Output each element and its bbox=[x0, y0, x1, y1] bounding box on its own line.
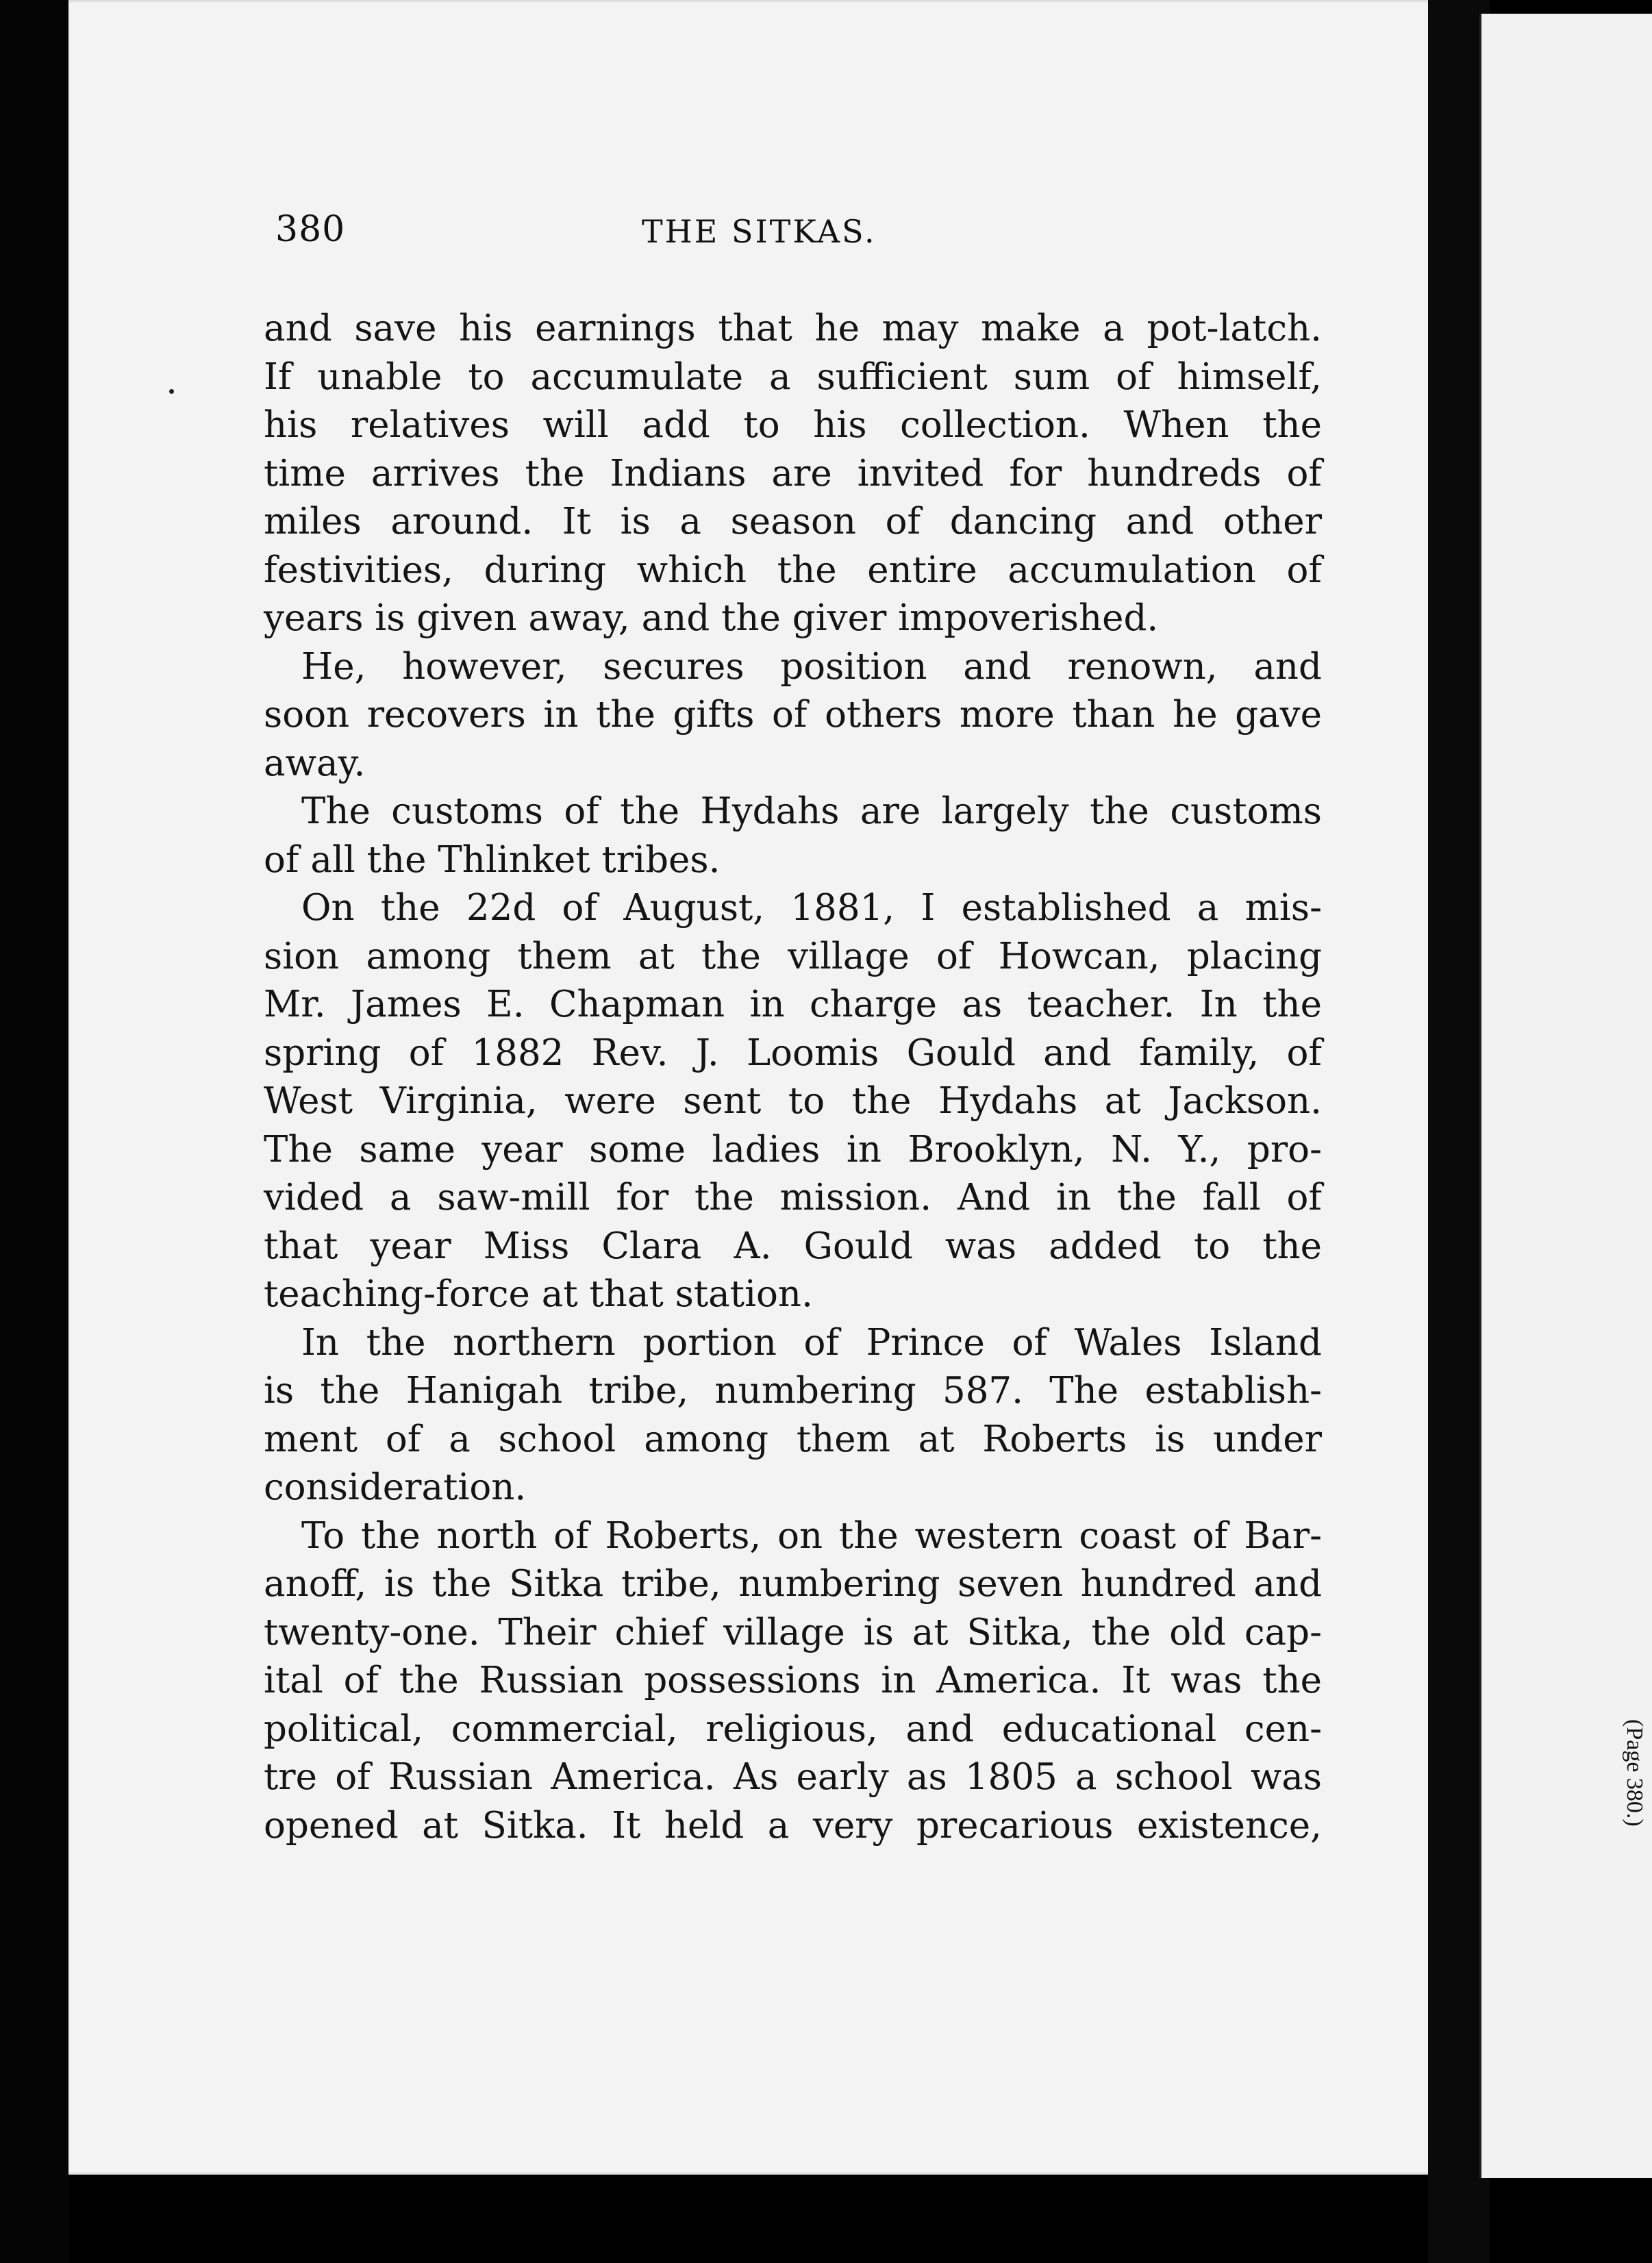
text-line: is the Hanigah tribe, numbering 587. The establish- bbox=[264, 1370, 1322, 1412]
facing-page-note: (Page 380.) bbox=[1622, 1719, 1647, 1827]
text-line: The customs of the Hydahs are largely the customs bbox=[301, 790, 1322, 832]
text-line: sion among them at the village of Howcan, placing bbox=[264, 935, 1322, 977]
text-line: and save his earnings that he may make a pot-latch. bbox=[264, 308, 1322, 349]
scan-left-edge bbox=[0, 0, 68, 2263]
text-line: away. bbox=[264, 742, 366, 784]
page-number: 380 bbox=[275, 209, 346, 250]
text-line: vided a saw-mill for the mission. And in the fall of bbox=[264, 1177, 1322, 1218]
text-line: Mr. James E. Chapman in charge as teacher. In the bbox=[264, 984, 1322, 1025]
text-line: In the northern portion of Prince of Wales Island bbox=[301, 1321, 1322, 1364]
text-line: that year Miss Clara A. Gould was added to the bbox=[264, 1225, 1322, 1267]
text-line: soon recovers in the gifts of others more than he gave bbox=[264, 694, 1322, 736]
text-line: time arrives the Indians are invited for hundreds of bbox=[264, 452, 1322, 495]
facing-sheet bbox=[1479, 14, 1652, 2178]
text-line: political, commercial, religious, and educational cen- bbox=[264, 1708, 1322, 1750]
text-line: festivities, during which the entire accumulation of bbox=[264, 549, 1322, 591]
text-line: anoff, is the Sitka tribe, numbering seven hundred and bbox=[264, 1563, 1322, 1605]
body-text bbox=[264, 305, 1322, 1850]
text-line: of all the Thlinket tribes. bbox=[264, 838, 721, 881]
text-line: ment of a school among them at Roberts is under bbox=[264, 1418, 1322, 1460]
text-line: If unable to accumulate a sufficient sum of himself, bbox=[264, 355, 1322, 398]
text-line: opened at Sitka. It held a very precarious existence, bbox=[264, 1804, 1322, 1847]
text-line: teaching-force at that station. bbox=[264, 1273, 813, 1315]
text-line: his relatives will add to his collection. When the bbox=[264, 404, 1322, 446]
text-line: twenty-one. Their chief village is at Sitka, the old cap- bbox=[264, 1611, 1322, 1653]
text-line: spring of 1882 Rev. J. Loomis Gould and family, of bbox=[264, 1032, 1322, 1074]
running-head bbox=[68, 209, 1438, 257]
text-line: West Virginia, were sent to the Hydahs at Jackson. bbox=[264, 1080, 1322, 1122]
text-line: The same year some ladies in Brooklyn, N. Y., pro- bbox=[264, 1128, 1322, 1171]
text-line: He, however, secures position and renown, and bbox=[301, 645, 1322, 688]
text-line: tre of Russian America. As early as 1805 a school was bbox=[264, 1756, 1322, 1798]
stray-ink-mark bbox=[169, 389, 174, 394]
text-line: On the 22d of August, 1881, I established a mis- bbox=[301, 887, 1322, 929]
book-page bbox=[68, 0, 1438, 2175]
text-line: consideration. bbox=[264, 1466, 527, 1508]
text-line: years is given away, and the giver impoverished. bbox=[264, 597, 1159, 639]
text-line: miles around. It is a season of dancing and other bbox=[264, 501, 1322, 542]
text-line: ital of the Russian possessions in America. It was the bbox=[264, 1660, 1322, 1701]
text-line: To the north of Roberts, on the western coast of Bar- bbox=[301, 1514, 1322, 1557]
running-title: THE SITKAS. bbox=[642, 213, 877, 250]
